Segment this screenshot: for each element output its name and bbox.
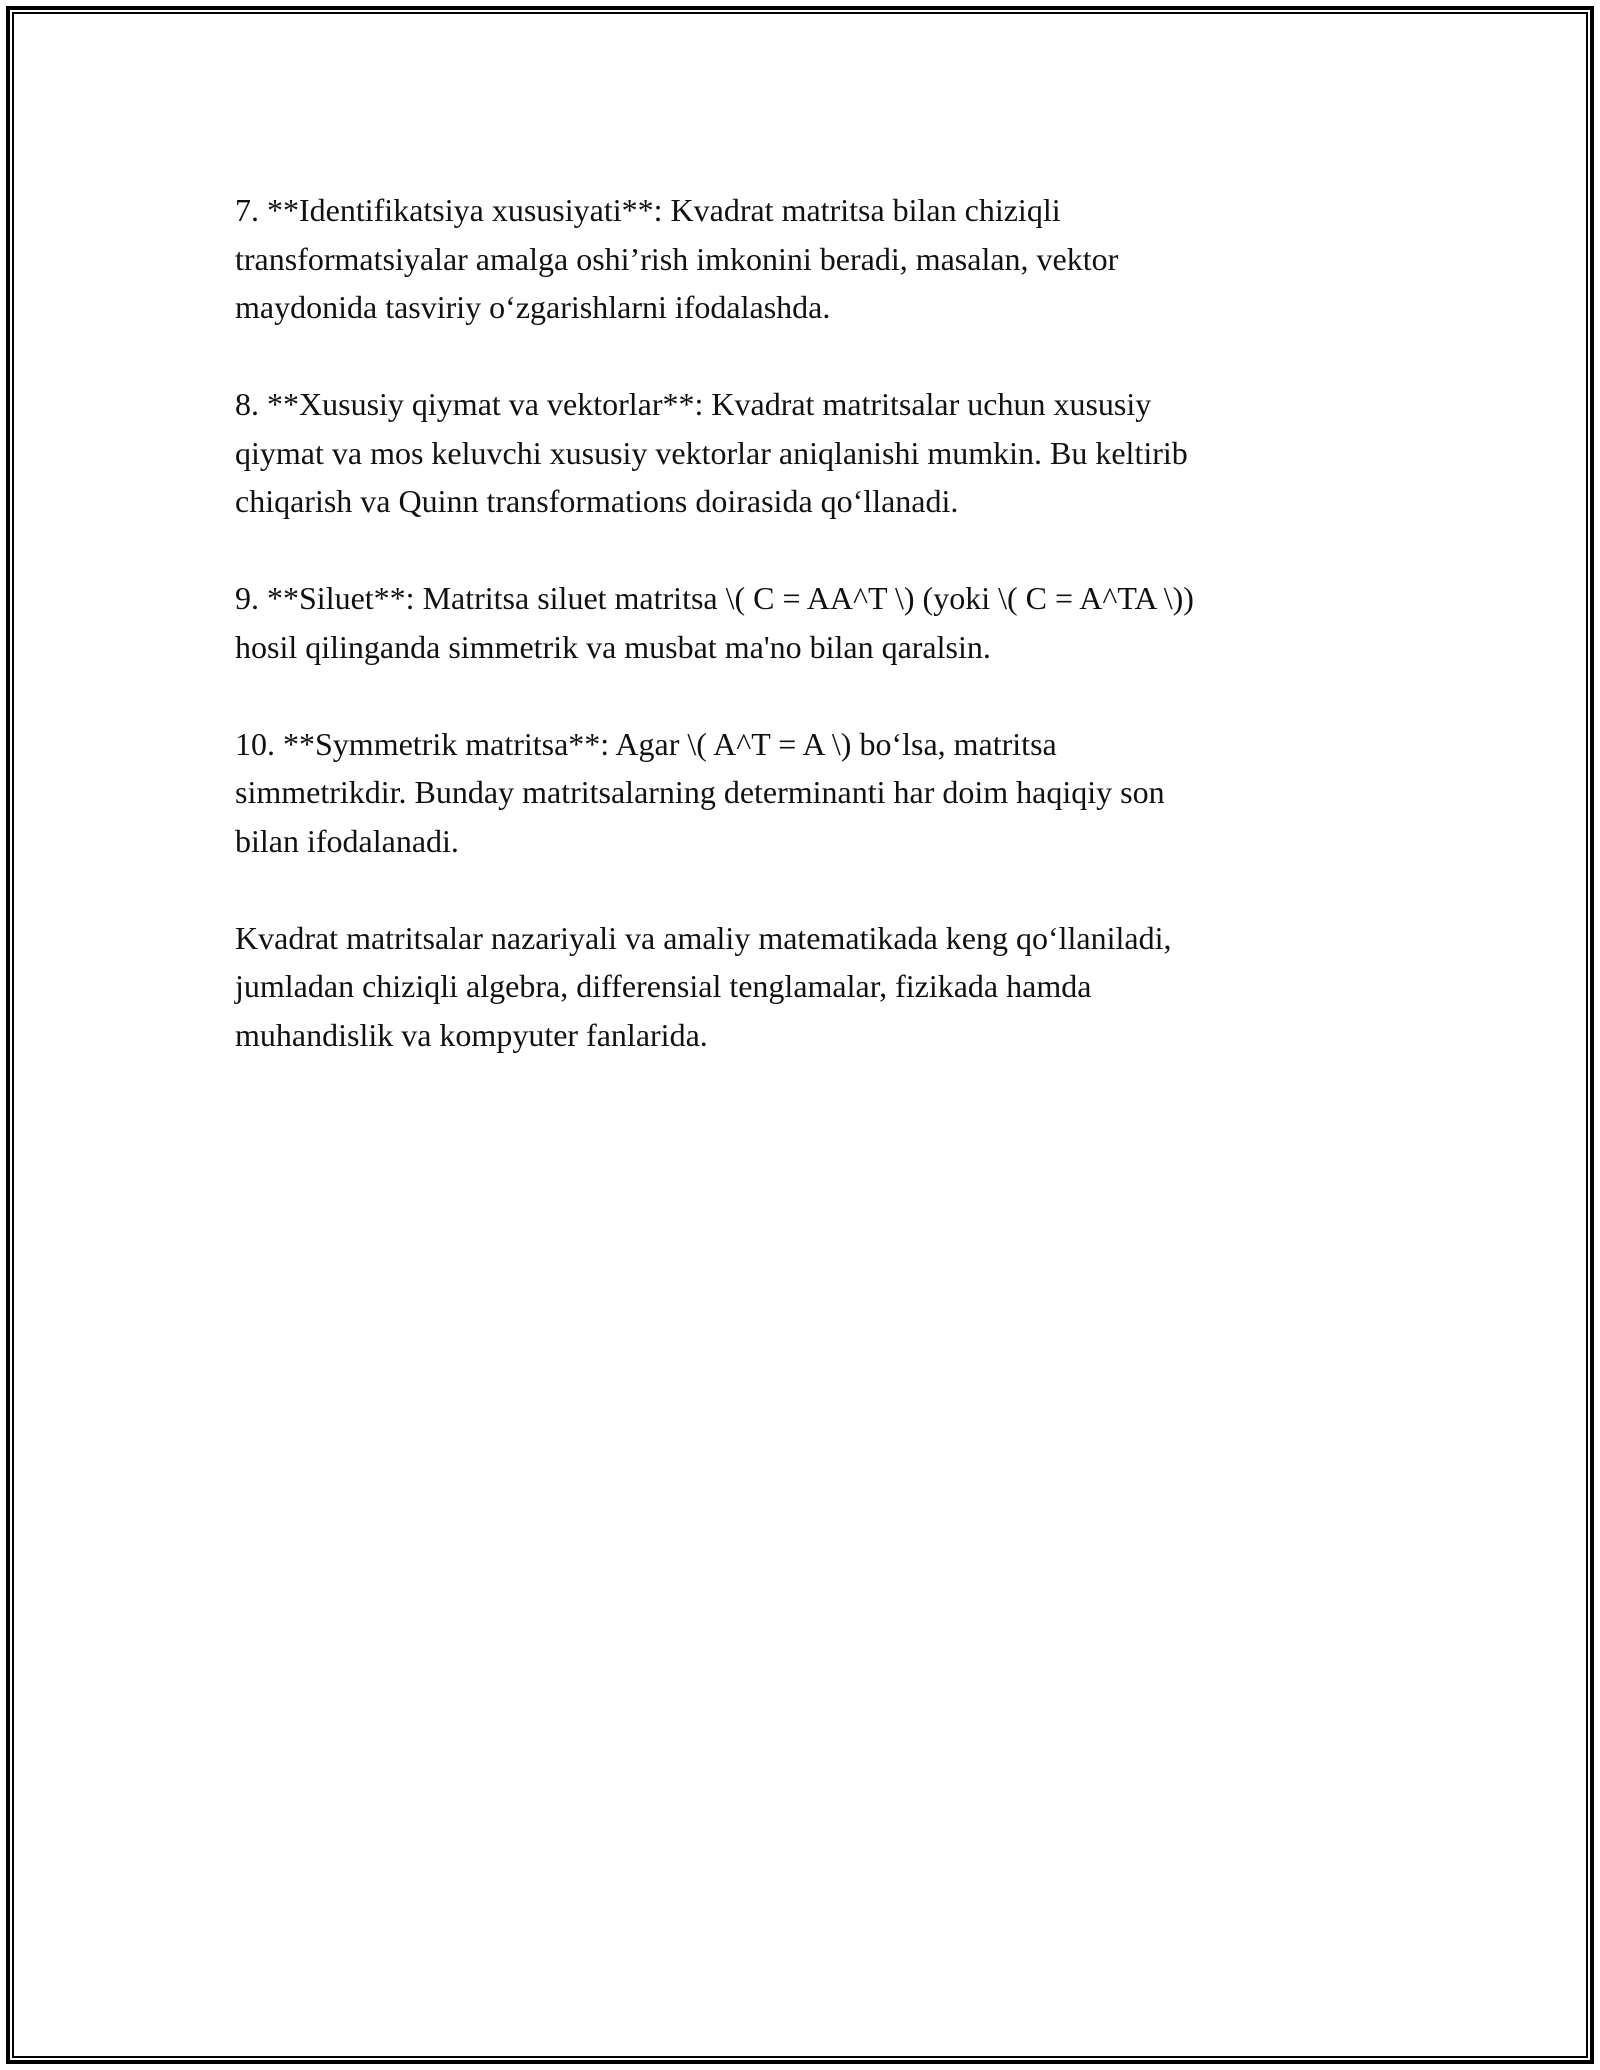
paragraph-conclusion: Kvadrat matritsalar nazariyali va amaliy matematikada keng qo‘llaniladi, jumladan chiziqli algebra, differensial tenglamalar, fizikada hamda muhandislik va kompyuter fanlarida. xyxy=(235,919,1172,1053)
paragraph-item-7: 7. **Identifikatsiya xususiyati**: Kvadrat matritsa bilan chiziqli transformatsiyalar amalga oshi’rish imkonini beradi, masalan, vektor maydonida tasviriy o‘zgarishlarni ifodalashda. xyxy=(235,192,1119,325)
paragraph-item-9: 9. **Siluet**: Matritsa siluet matritsa \( C = AA^T \) (yoki \( C = A^TA \)) hosil qilinganda simmetrik va musbat ma'no bilan qaralsin. xyxy=(235,580,1194,665)
paragraph-item-10: 10. **Symmetrik matritsa**: Agar \( A^T = A \) bo‘lsa, matritsa simmetrikdir. Bunday matritsalarning determinanti har doim haqiqiy son bilan ifodalanadi. xyxy=(235,725,1165,859)
document-body xyxy=(235,186,1365,1108)
paragraph-item-8: 8. **Xususiy qiymat va vektorlar**: Kvadrat matritsalar uchun xususiy qiymat va mos keluvchi xususiy vektorlar aniqlanishi mumkin. Bu keltirib chiqarish va Quinn transformations doirasida qo‘llanadi. xyxy=(235,386,1188,519)
